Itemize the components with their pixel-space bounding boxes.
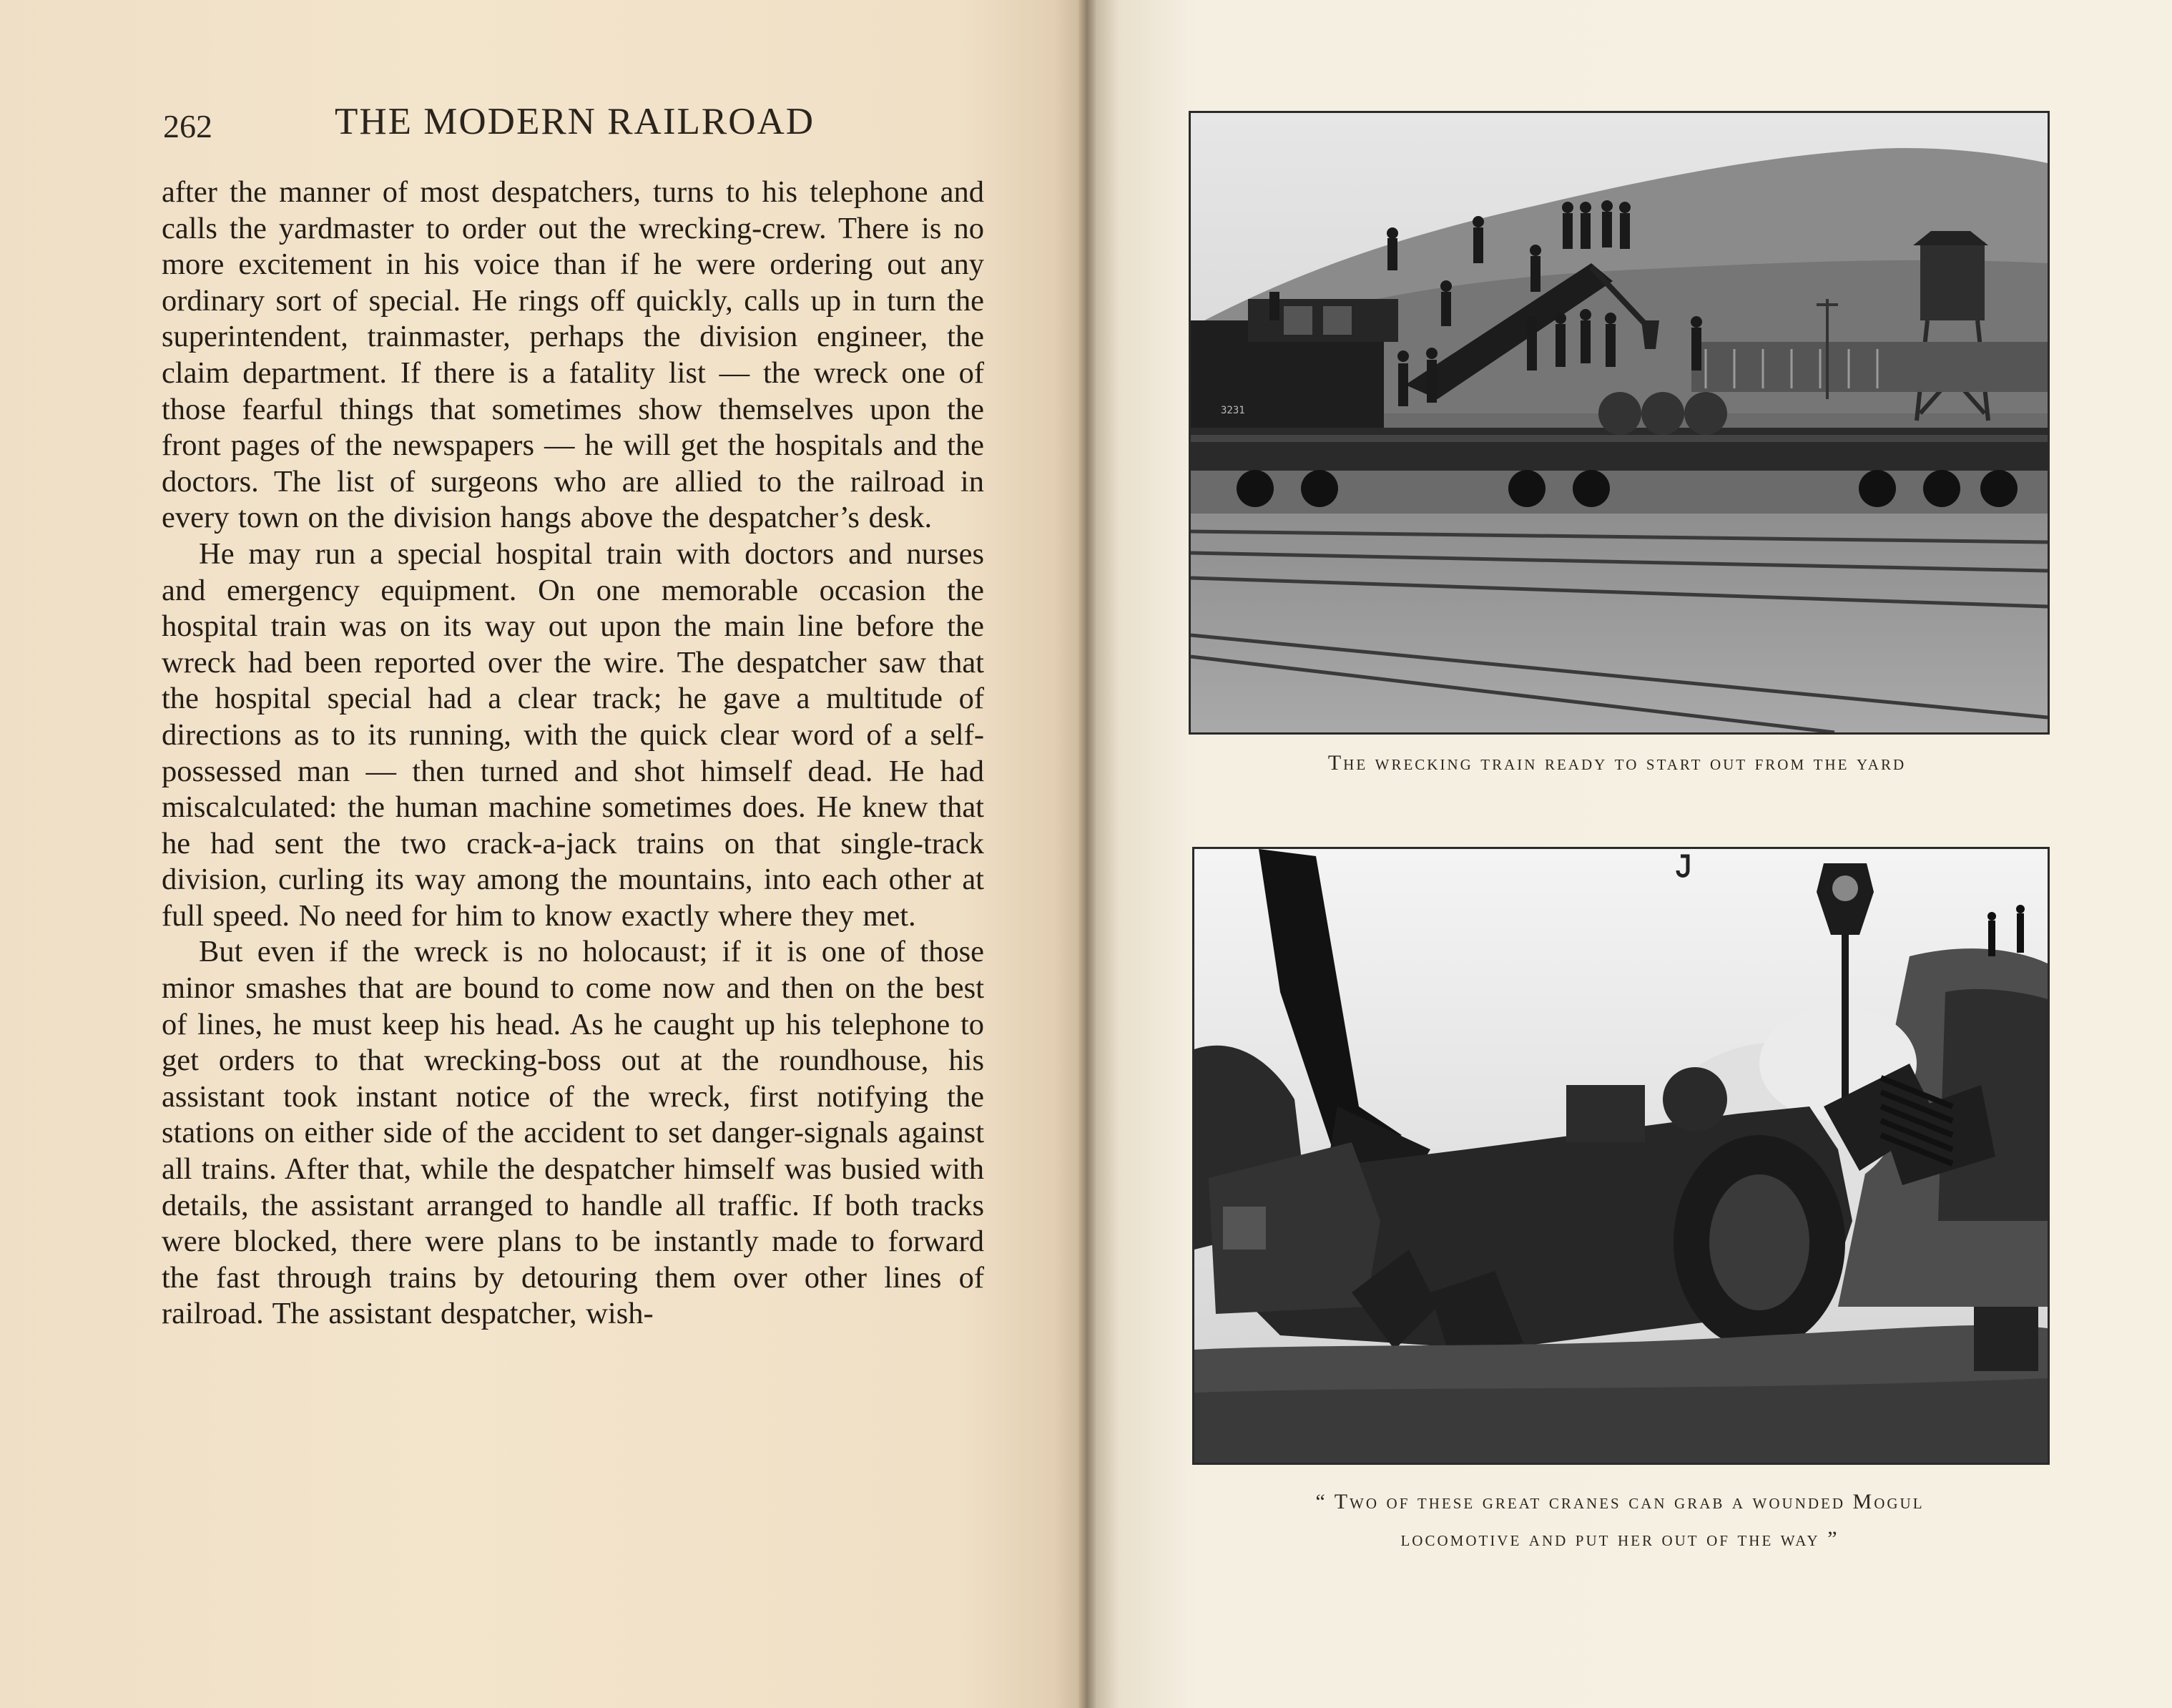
body-text <box>162 175 984 1332</box>
paragraph-2: He may run a special hospital train with doctors and nurses and emergency equipment. On one memorable occasion the hospital train was on its way out upon the main line before the wreck had been reported over the wire. The despatcher saw that the hospital special had a clear track; he gave a multitude of directions as to its running, with the quick clear word of a self-possessed man — then turned and shot himself dead. He had miscalculated: the human machine sometimes does. He knew that he had sent the two crack-a-jack trains on that single-track division, curling its way among the mountains, into each other at full speed. No need for him to know exactly where they met. <box>162 536 984 933</box>
running-head <box>163 100 986 157</box>
caption-bottom-line1: “ Two of these great cranes can grab a wounded Mogul <box>1315 1490 1925 1513</box>
book-gutter <box>1078 0 1096 1708</box>
paragraph-1: after the manner of most despatchers, turns to his telephone and calls the yardmaster to order out the wrecking-crew. There is no more excitement in his voice than if he were ordering out any ordinary sort of special. He rings off quickly, calls up in turn the superintendent, trainmaster, perhaps the division engineer, the claim department. If there is a fatality list — the wreck one of those fearful things that sometimes show themselves upon the front pages of the newspapers — he will get the hospitals and the doctors. The list of surgeons who are allied to the railroad in every town on the division hangs above the despatcher’s desk. <box>162 175 984 535</box>
engine-number: 3231 <box>1221 405 1245 416</box>
caption-bottom-line2: locomotive and put her out of the way ” <box>1400 1527 1839 1551</box>
caption-top-text: The wrecking train ready to start out from the yard <box>1327 751 1907 775</box>
paragraph-3: But even if the wreck is no holocaust; if it is one of those minor smashes that are bound to come now and then on the best of lines, he must keep his head. As he caught up his telephone to get orders to that wrecking-boss out at the roundhouse, his assistant took instant notice of the wreck, first notifying the stations on either side of the accident to set danger-signals against all trains. After that, while the despatcher himself was busied with details, the assistant arranged to handle all traffic. If both tracks were blocked, there were plans to be instantly made to forward the fast through trains by detouring them over other lines of railroad. The assistant despatcher, wish- <box>162 935 984 1331</box>
wrecked-locomotive-photo <box>1192 847 2050 1465</box>
book-title: THE MODERN RAILROAD <box>335 101 815 142</box>
caption-bottom <box>1180 1483 2060 1558</box>
wrecking-train-photo <box>1189 111 2050 735</box>
page-number: 262 <box>163 108 212 144</box>
caption-top <box>1189 751 2045 775</box>
